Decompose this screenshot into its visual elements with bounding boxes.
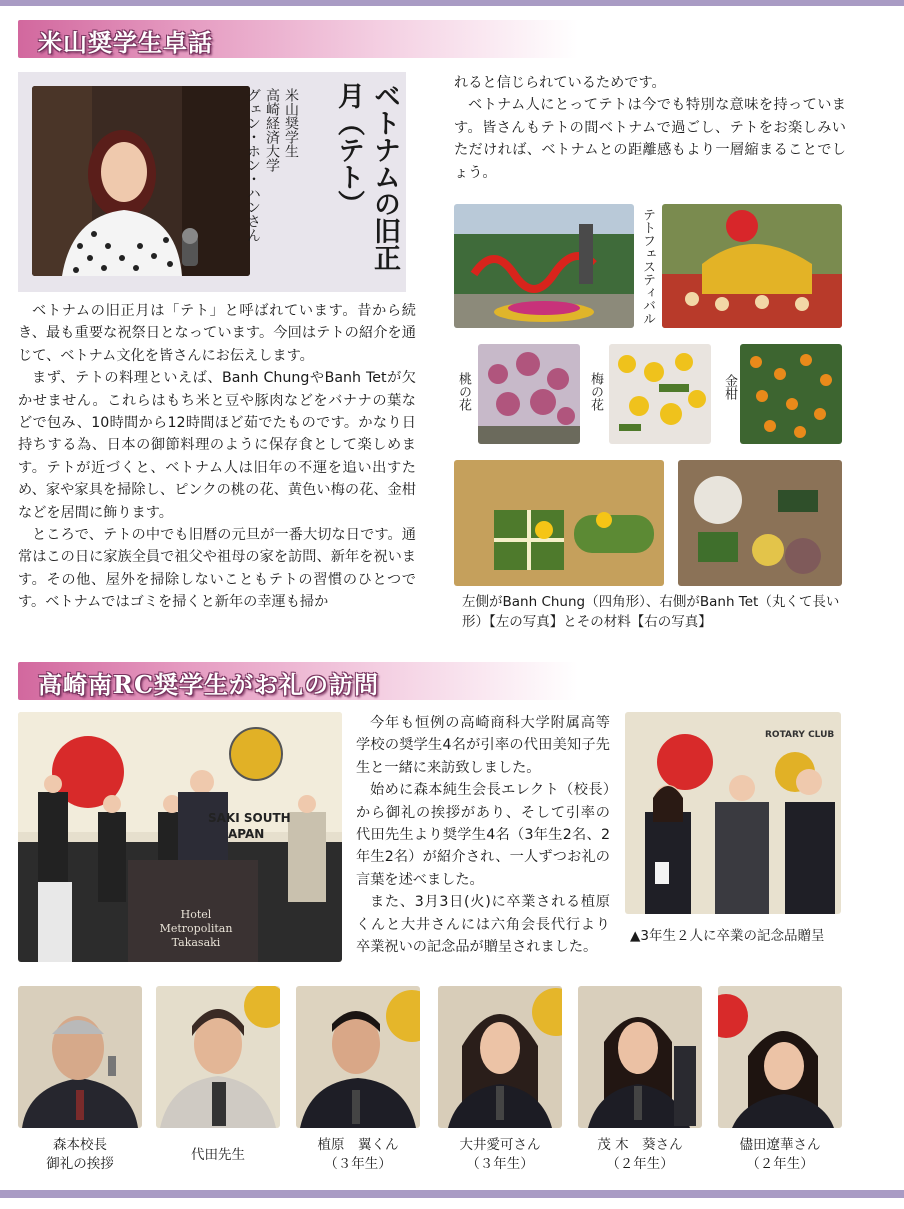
name-line1: 茂 木 葵さん xyxy=(597,1137,683,1153)
club-banner-text xyxy=(208,810,291,842)
label-kumquat: 金柑 xyxy=(722,374,737,400)
name-line1: 代田先生 xyxy=(191,1147,245,1163)
paragraph: ベトナム人にとってテトは今でも特別な意味を持っています。皆さんもテトの間ベトナムで過ごし、テトをお楽しみいただければ、ベトナムとの距離感もより一層縮まることでしょう。 xyxy=(454,97,846,181)
article-body-right xyxy=(454,72,846,184)
section-banner-visit xyxy=(18,662,578,700)
portrait-uehara xyxy=(296,986,420,1128)
paragraph: まず、テトの料理といえば、Banh ChungやBanh Tetが欠かせません。これらはもち米と豆や豚肉などをバナナの葉などで包み、10時間から12時間ほど茹でたものです。かなり日持ちする為、日本の御節料理のように保存食として楽しめます。テトが近づくと、ベトナム人は旧年の不運を追い出すため、家や家具を掃除し、ピンクの桃の花、黄色い梅の花、金柑などを居間に飾ります。 xyxy=(18,370,416,521)
visit-body xyxy=(356,712,610,958)
banner-text-line1: SAKI SOUTH xyxy=(208,811,291,825)
article-title: ベトナムの旧正月（テト） xyxy=(333,82,400,271)
banh-chung-photo-art xyxy=(454,460,664,586)
portrait-shirota-art xyxy=(156,986,280,1128)
speaker-photo-art xyxy=(32,86,250,276)
portrait-morimoto xyxy=(18,986,142,1128)
name-caption-morimoto xyxy=(18,1136,142,1174)
label-festival: テトフェスティバル xyxy=(640,208,655,325)
name-line2: （３年生） xyxy=(324,1156,392,1172)
banh-chung-photo xyxy=(454,460,664,586)
portrait-morimoto-art xyxy=(18,986,142,1128)
name-caption-uehara xyxy=(296,1136,420,1174)
podium-text xyxy=(146,908,246,950)
graduation-gift-photo xyxy=(625,712,841,914)
festival-photo-dragon-art xyxy=(454,204,634,328)
plum-blossom-photo-art xyxy=(609,344,711,444)
label-peach: 桃の花 xyxy=(456,372,471,411)
portrait-oi-art xyxy=(438,986,562,1128)
name-line1: 植原 翼くん xyxy=(317,1137,399,1153)
name-line2: （３年生） xyxy=(466,1156,534,1172)
speaker-name: グェン・ホン・ハンさん xyxy=(245,88,261,242)
bottom-rule xyxy=(0,1190,904,1198)
ingredients-photo xyxy=(678,460,842,586)
name-line2: 御礼の挨拶 xyxy=(46,1156,114,1172)
club-text: ROTARY CLUB xyxy=(765,730,835,740)
portrait-uehara-art xyxy=(296,986,420,1128)
section-title: 高崎南RC奨学生がお礼の訪問 xyxy=(38,670,380,699)
name-caption-oi xyxy=(438,1136,562,1174)
name-line2: （２年生） xyxy=(606,1156,674,1172)
name-caption-mamada xyxy=(718,1136,842,1174)
speaker-profile xyxy=(18,72,406,292)
graduation-gift-photo-art xyxy=(625,712,841,914)
portrait-mamada-art xyxy=(718,986,842,1128)
portrait-shirota xyxy=(156,986,280,1128)
name-caption-mogi xyxy=(578,1136,702,1174)
plum-blossom-photo xyxy=(609,344,711,444)
name-line1: 大井愛可さん xyxy=(459,1137,541,1153)
top-rule xyxy=(0,0,904,6)
paragraph: れると信じられているためです。 xyxy=(454,75,666,91)
paragraph: また、3月3日(火)に卒業される植原くんと大井さんには六角会長代行より卒業祝いの記念品が贈呈されました。 xyxy=(356,894,610,956)
section-title: 米山奨学生卓話 xyxy=(38,28,213,57)
name-caption-shirota xyxy=(156,1146,280,1165)
food-caption: 左側がBanh Chung（四角形）、右側がBanh Tet（丸くて長い形）【左の写真】とその材料【右の写真】 xyxy=(462,594,840,630)
speaker-role: 米山奨学生 xyxy=(283,88,299,158)
podium-line2: Takasaki xyxy=(171,936,221,949)
paragraph: ベトナムの旧正月は「テト」と呼ばれています。昔から続き、最も重要な祝祭日となっています。今回はテトの紹介を通じて、ベトナム文化を皆さんにお伝えします。 xyxy=(18,303,416,364)
kumquat-photo xyxy=(740,344,842,444)
festival-photo-parade xyxy=(662,204,842,328)
festival-photo-dragon xyxy=(454,204,634,328)
name-line1: 森本校長 xyxy=(53,1137,107,1153)
speaker-photo xyxy=(32,86,250,276)
greeting-photo xyxy=(18,712,342,962)
portrait-mogi-art xyxy=(578,986,702,1128)
podium-line1: Hotel Metropolitan xyxy=(159,908,233,935)
name-line1: 儘田遼華さん xyxy=(739,1137,821,1153)
paragraph: 始めに森本純生会長エレクト（校長）から御礼の挨拶があり、そして引率の代田先生より奨学生4名（3年生2名、2年生2名）が紹介され、一人ずつお礼の言葉を述べました。 xyxy=(356,782,610,888)
portrait-mogi xyxy=(578,986,702,1128)
name-line2: （２年生） xyxy=(746,1156,814,1172)
paragraph: 今年も恒例の高崎商科大学附属高等学校の奨学生4名が引率の代田美知子先生と一緒に来訪致しました。 xyxy=(356,715,610,776)
festival-photo-parade-art xyxy=(662,204,842,328)
portrait-oi xyxy=(438,986,562,1128)
ingredients-photo-art xyxy=(678,460,842,586)
peach-blossom-photo xyxy=(478,344,580,444)
paragraph: ところで、テトの中でも旧暦の元旦が一番大切な日です。通常はこの日に家族全員で祖父や祖母の家を訪問、新年を祝います。その他、屋外を掃除しないこともテトの習慣のひとつです。ベトナムではゴミを掃くと新年の幸運も掃か xyxy=(18,527,416,611)
article-body-left xyxy=(18,300,416,614)
gift-photo-caption: ▲3年生２人に卒業の記念品贈呈 xyxy=(630,928,825,944)
portrait-mamada xyxy=(718,986,842,1128)
label-plum: 梅の花 xyxy=(588,372,603,411)
kumquat-photo-art xyxy=(740,344,842,444)
peach-blossom-photo-art xyxy=(478,344,580,444)
speaker-school: 高崎経済大学 xyxy=(264,88,280,172)
banner-text-line2: APAN xyxy=(228,827,265,841)
section-banner-yoneyama xyxy=(18,20,578,58)
